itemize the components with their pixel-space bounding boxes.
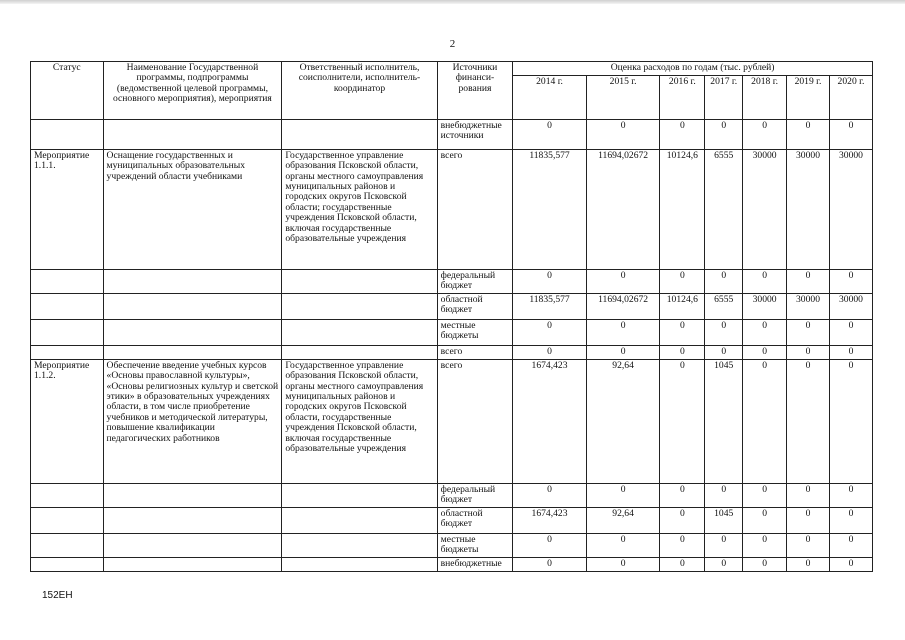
- value-cell: 0: [660, 360, 705, 484]
- table-row: [31, 270, 873, 294]
- value-cell: 0: [586, 320, 660, 346]
- header-year: 2015 г.: [586, 76, 660, 120]
- name-cell: [103, 346, 282, 360]
- executor-cell: [282, 320, 437, 346]
- executor-cell: [282, 346, 437, 360]
- source-cell: местные бюджеты: [437, 534, 513, 558]
- value-cell: 0: [705, 120, 743, 150]
- status-cell: [31, 534, 104, 558]
- header-year: 2019 г.: [787, 76, 830, 120]
- value-cell: 0: [829, 534, 872, 558]
- value-cell: 0: [586, 346, 660, 360]
- value-cell: 0: [660, 270, 705, 294]
- value-cell: 0: [660, 346, 705, 360]
- value-cell: 11835,577: [513, 294, 587, 320]
- value-cell: 30000: [829, 294, 872, 320]
- value-cell: 0: [829, 508, 872, 534]
- value-cell: 0: [660, 508, 705, 534]
- value-cell: 0: [829, 484, 872, 508]
- value-cell: 1045: [705, 508, 743, 534]
- value-cell: 0: [787, 270, 830, 294]
- name-cell: [103, 120, 282, 150]
- name-cell: [103, 270, 282, 294]
- value-cell: 0: [660, 558, 705, 572]
- name-cell: Оснащение государственных и муниципальных образовательных учреждений области учебниками: [103, 150, 282, 270]
- header-year: 2020 г.: [829, 76, 872, 120]
- value-cell: 92,64: [586, 360, 660, 484]
- value-cell: 0: [705, 270, 743, 294]
- value-cell: 11694,02672: [586, 294, 660, 320]
- value-cell: 0: [787, 534, 830, 558]
- executor-cell: Государственное управление образования Псковской области, органы местного самоуправления муниципальных районов и городских округов Псковской области; государственные учреждения Псковской области, включая государственные образовательные учреждения: [282, 150, 437, 270]
- value-cell: 0: [705, 346, 743, 360]
- table-row: [31, 320, 873, 346]
- table-row: [31, 120, 873, 150]
- table-row: [31, 360, 873, 484]
- value-cell: 0: [513, 346, 587, 360]
- value-cell: 0: [660, 320, 705, 346]
- value-cell: 1674,423: [513, 508, 587, 534]
- value-cell: 0: [660, 484, 705, 508]
- value-cell: 0: [829, 558, 872, 572]
- header-name: Наименование Государственной программы, подпрограммы (ведомственной целевой программы, основного мероприятия), мероприятия: [103, 62, 282, 120]
- executor-cell: [282, 120, 437, 150]
- executor-cell: [282, 534, 437, 558]
- executor-cell: [282, 294, 437, 320]
- value-cell: 0: [743, 508, 787, 534]
- value-cell: 30000: [829, 150, 872, 270]
- table-row: [31, 534, 873, 558]
- name-cell: [103, 294, 282, 320]
- value-cell: 30000: [787, 294, 830, 320]
- value-cell: 0: [829, 360, 872, 484]
- name-cell: [103, 534, 282, 558]
- name-cell: [103, 484, 282, 508]
- value-cell: 0: [829, 270, 872, 294]
- status-cell: [31, 508, 104, 534]
- value-cell: 0: [513, 270, 587, 294]
- value-cell: 10124,6: [660, 150, 705, 270]
- value-cell: 0: [829, 320, 872, 346]
- header-row: [31, 62, 873, 76]
- value-cell: 0: [660, 534, 705, 558]
- value-cell: 1674,423: [513, 360, 587, 484]
- value-cell: 11835,577: [513, 150, 587, 270]
- source-cell: всего: [437, 360, 513, 484]
- value-cell: 0: [705, 558, 743, 572]
- value-cell: 0: [787, 320, 830, 346]
- value-cell: 0: [743, 558, 787, 572]
- header-year: 2016 г.: [660, 76, 705, 120]
- status-cell: [31, 346, 104, 360]
- value-cell: 0: [829, 120, 872, 150]
- source-cell: всего: [437, 346, 513, 360]
- value-cell: 0: [513, 558, 587, 572]
- header-year: 2014 г.: [513, 76, 587, 120]
- value-cell: 0: [829, 346, 872, 360]
- value-cell: 6555: [705, 294, 743, 320]
- value-cell: 0: [513, 120, 587, 150]
- value-cell: 0: [743, 320, 787, 346]
- expenses-table: [30, 61, 873, 572]
- value-cell: 0: [743, 484, 787, 508]
- source-cell: всего: [437, 150, 513, 270]
- table-row: [31, 508, 873, 534]
- status-cell: [31, 120, 104, 150]
- value-cell: 0: [586, 120, 660, 150]
- status-cell: [31, 294, 104, 320]
- source-cell: областной бюджет: [437, 508, 513, 534]
- executor-cell: [282, 484, 437, 508]
- value-cell: 0: [743, 120, 787, 150]
- header-executor: Ответственный исполнитель, соисполнители, исполнитель-координатор: [282, 62, 437, 120]
- value-cell: 30000: [787, 150, 830, 270]
- value-cell: 0: [705, 534, 743, 558]
- name-cell: [103, 558, 282, 572]
- table-row: [31, 150, 873, 270]
- value-cell: 0: [743, 270, 787, 294]
- value-cell: 0: [586, 534, 660, 558]
- table-row: [31, 294, 873, 320]
- source-cell: федеральный бюджет: [437, 484, 513, 508]
- source-cell: федеральный бюджет: [437, 270, 513, 294]
- value-cell: 0: [743, 360, 787, 484]
- table-row: [31, 558, 873, 572]
- status-cell: [31, 558, 104, 572]
- table-row: [31, 346, 873, 360]
- source-cell: местные бюджеты: [437, 320, 513, 346]
- header-status: Статус: [31, 62, 104, 120]
- status-cell: Мероприятие 1.1.1.: [31, 150, 104, 270]
- status-cell: [31, 484, 104, 508]
- status-cell: [31, 270, 104, 294]
- executor-cell: Государственное управление образования Псковской области, органы местного самоуправления муниципальных районов и городских округов Псковской области, государственные учреждения Псковской области, включая государственные образовательные учреждения: [282, 360, 437, 484]
- table-row: [31, 484, 873, 508]
- scan-edge: [0, 0, 905, 4]
- value-cell: 0: [513, 484, 587, 508]
- value-cell: 6555: [705, 150, 743, 270]
- executor-cell: [282, 270, 437, 294]
- header-expenses: Оценка расходов по годам (тыс. рублей): [513, 62, 873, 76]
- value-cell: 0: [787, 508, 830, 534]
- document-code: 152ЕН: [42, 590, 73, 601]
- name-cell: [103, 320, 282, 346]
- value-cell: 10124,6: [660, 294, 705, 320]
- value-cell: 0: [705, 484, 743, 508]
- value-cell: 30000: [743, 150, 787, 270]
- value-cell: 0: [513, 534, 587, 558]
- value-cell: 0: [787, 346, 830, 360]
- source-cell: внебюджетные: [437, 558, 513, 572]
- value-cell: 0: [743, 346, 787, 360]
- value-cell: 0: [586, 484, 660, 508]
- value-cell: 0: [660, 120, 705, 150]
- executor-cell: [282, 508, 437, 534]
- source-cell: внебюджетные источники: [437, 120, 513, 150]
- value-cell: 0: [787, 360, 830, 484]
- value-cell: 0: [787, 558, 830, 572]
- value-cell: 0: [743, 534, 787, 558]
- status-cell: Мероприятие 1.1.2.: [31, 360, 104, 484]
- value-cell: 30000: [743, 294, 787, 320]
- value-cell: 0: [586, 558, 660, 572]
- value-cell: 0: [705, 320, 743, 346]
- header-sources: Источники финанси-рования: [437, 62, 513, 120]
- header-year: 2018 г.: [743, 76, 787, 120]
- value-cell: 0: [513, 320, 587, 346]
- value-cell: 1045: [705, 360, 743, 484]
- name-cell: Обеспечение введение учебных курсов «Основы православной культуры», «Основы религиозных культур и светской этики» в образовательных учреждениях области, в том числе приобретение учебников и методической литературы, повышение квалификации педагогических работников: [103, 360, 282, 484]
- executor-cell: [282, 558, 437, 572]
- value-cell: 92,64: [586, 508, 660, 534]
- value-cell: 0: [586, 270, 660, 294]
- source-cell: областной бюджет: [437, 294, 513, 320]
- status-cell: [31, 320, 104, 346]
- header-year: 2017 г.: [705, 76, 743, 120]
- page-number: 2: [449, 38, 456, 50]
- value-cell: 0: [787, 484, 830, 508]
- name-cell: [103, 508, 282, 534]
- value-cell: 0: [787, 120, 830, 150]
- value-cell: 11694,02672: [586, 150, 660, 270]
